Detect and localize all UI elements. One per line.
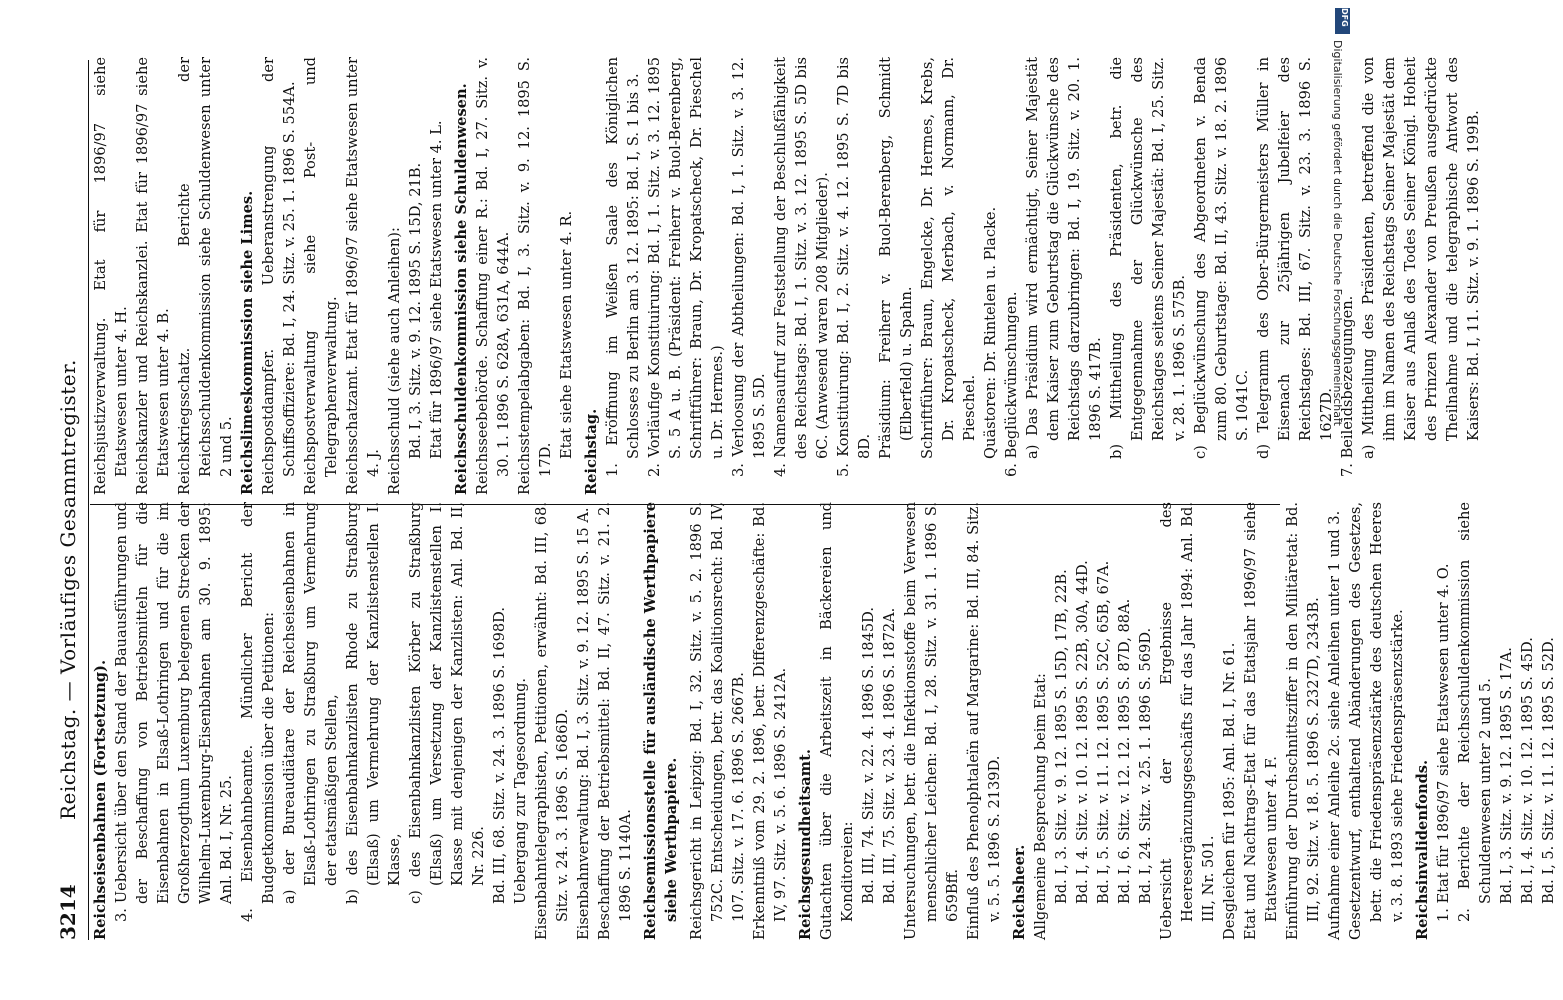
reference: Bd. I, 24. Sitz. v. 25. 1. 1896 S. 569D.: [1137, 627, 1154, 904]
entry-heading: Reichsemissionsstelle für ausländische Werthpapiere siehe Werthpapiere.: [642, 502, 680, 940]
entry-text: Erkenntniß vom 29. 2. 1896, betr. Differenzgeschäfte: Bd. IV, 97. Sitz. v. 5. 6. 1896 S. 2412A.: [751, 502, 789, 940]
list-item: Präsidium: Freiherr v. Buol-Berenberg, Schmidt (Elberfeld) u. Spahn.: [877, 57, 915, 459]
list-item: Uebersicht der Ergebnisse des Heeresergänzungsgeschäfts für das Jahr 1894: Anl. Bd. III, Nr. 501.: [1158, 502, 1217, 940]
list-item: c) Beglückwünschung des Abgeordneten v. Benda zum 80. Geburtstage: Bd. II, 43. Sitz. v. 18. 2. 1896 S. 1041C.: [1192, 57, 1251, 459]
list-item: Gesetzentwurf, enthaltend Abänderungen des Gesetzes, betr. die Friedenspräsenzstärke des deutschen Heeres v. 3. 8. 1893 siehe Friedenspräsenzstärke.: [1347, 502, 1406, 940]
list-item: 7. Beileidsbezeugungen.: [1339, 295, 1356, 477]
list-item: Etat und Nachtrags-Etat für das Etatsjahr 1896/97 siehe Etatswesen unter 4. F.: [1242, 502, 1280, 940]
entry-reichskriegsschatz: Reichskriegsschatz. Berichte der Reichsschuldenkommission siehe Schuldenwesen unter 2 und 5.: [176, 57, 235, 495]
reference: Bd. I, 4. Sitz. v. 10. 12. 1895 S. 22B, 30A, 44D.: [1074, 560, 1091, 904]
page-number: 3214: [56, 884, 80, 940]
entry-reichslimeskommission: Reichslimeskommission siehe Limes.: [239, 190, 256, 495]
list-item: 4. Namensaufruf zur Feststellung der Beschlußfähigkeit des Reichstags: Bd. I, 1. Sitz. v. 3. 12. 1895 S. 5D bis 6C. (Anwesend waren 208 Mitglieder).: [772, 57, 831, 477]
entry-reichsjustizverwaltung: Reichsjustizverwaltung. Etat für 1896/97 siehe Etatswesen unter 4. H.: [92, 57, 130, 495]
list-item: Untersuchungen, betr. die Infektionsstoffe beim Verwesen menschlicher Leichen: Bd. I, 28. Sitz. v. 31. 1. 1896 S. 659Bff.: [902, 502, 961, 940]
entry-text: Reichsschuld (siehe auch Anleihen):: [386, 227, 403, 495]
reference: Bd. I, 3. Sitz. v. 9. 12. 1895 S. 15D, 21B.: [407, 162, 424, 459]
entry-reichskanzler: Reichskanzler und Reichskanzlei. Etat für 1896/97 siehe Etatswesen unter 4. B.: [134, 57, 172, 495]
entry-heading: Reichsinvalidenfonds.: [1414, 759, 1431, 940]
list-item: Allgemeine Besprechung beim Etat:: [1032, 673, 1049, 940]
entry-heading: Reichseisenbahnen (Fortsetzung).: [92, 659, 109, 940]
list-item: Beschaffung der Betriebsmittel: Bd. II, 47. Sitz. v. 21. 2. 1896 S. 1140A.: [596, 502, 634, 940]
list-item: c) des Eisenbahnkanzlisten Körber zu Straßburg (Elsaß) um Versetzung der Kanzlistenstellen I. Klasse mit denjenigen der Kanzlisten: Anl. Bd. II, Nr. 226.: [407, 502, 487, 904]
entry-reichsschuld: [384, 57, 447, 495]
entry-reichspostverwaltung: Reichspostverwaltung siehe Post- und Telegraphenverwaltung.: [302, 57, 340, 495]
list-item: d) Telegramm des Ober-Bürgermeisters Müller in Eisenach zur 25jährigen Jubelfeier des Reichstages: Bd. III, 67. Sitz. v. 23. 3. 1896 S. 1627D.: [1255, 57, 1335, 459]
dfg-logo-text: DFG: [1340, 8, 1349, 27]
right-column: [90, 57, 1488, 495]
list-item: 1. Etat für 1896/97 siehe Etatswesen unter 4. O.: [1435, 563, 1452, 922]
list-item: a) der Bureaudiätare der Reichseisenbahnen in Elsaß-Lothringen zu Straßburg um Vermehrung der etatsmäßigen Stellen,: [281, 502, 340, 904]
entry-reichsemissionsstelle: [640, 502, 682, 940]
list-item: 2. Vorläufige Konstituirung: Bd. I, 1. Sitz. v. 3. 12. 1895 S. 5 A u. B. (Präsident: Freiherr v. Buol-Berenberg, Schriftführer: Braun, Dr. Kropatscheck, Dr. Pieschel u. Dr. Hermes.): [646, 57, 726, 477]
entry-text: Reichsstempelabgaben: Bd. I, 3. Sitz. v. 9. 12. 1895 S. 17D.: [516, 57, 554, 495]
reference: Bd. I, 5. Sitz. v. 11. 12. 1895 S. 52D.: [1540, 637, 1557, 904]
list-item: Einführung der Durchschnittsziffer in den Militäretat: Bd. III, 92. Sitz. v. 18. 5. 1896 S. 2327D, 2343B.: [1284, 502, 1322, 940]
list-item: 4. Eisenbahnbeamte. Mündlicher Bericht der Budgetkommission über die Petitionen:: [239, 502, 277, 922]
list-item: Aufnahme einer Anleihe 2c. siehe Anleihen unter 1 und 3.: [1326, 510, 1343, 940]
dfg-logo: [1335, 8, 1350, 34]
list-item: Einfluß des Phenolphtaleïn auf Margarine: Bd. III, 84. Sitz. v. 5. 5. 1896 S. 2139D.: [965, 502, 1003, 940]
reference: Bd. I, 3. Sitz. v. 9. 12. 1895 S. 17A.: [1498, 647, 1515, 904]
entry-reichsgericht: [686, 502, 791, 940]
entry-reichseisenbahnen: [90, 502, 636, 940]
list-item: Desgleichen für 1895: Anl. Bd. I, Nr. 61.: [1221, 642, 1238, 940]
entry-heading: Reichsgesundheitsamt.: [797, 749, 814, 940]
reference: Bd. III, 68. Sitz. v. 24. 3. 1896 S. 1698D.: [491, 607, 508, 904]
entry-heading: Reichsheer.: [1011, 844, 1028, 940]
list-item: 3. Uebersicht über den Stand der Bauausführungen und der Beschaffung von Betriebsmitteln für die Eisenbahnen in Elsaß-Lothringen und für die im Großherzogthum Luxemburg belegenen Strecken der Wilhelm-Luxemburg-Eisenbahnen am 30. 9. 1895: Anl. Bd. I, Nr. 25.: [113, 502, 235, 922]
list-item: Quästoren: Dr. Rintelen u. Placke.: [982, 206, 999, 459]
entry-reichspostdampfer: Reichspostdampfer. Ueberanstrengung der Schiffsoffiziere: Bd. I, 24. Sitz. v. 25. 1. 1896 S. 554A.: [260, 57, 298, 495]
list-item: 3. Verloosung der Abtheilungen: Bd. I, 1. Sitz. v. 3. 12. 1895 S. 5D.: [730, 57, 768, 477]
reference: Bd. III, 74. Sitz. v. 22. 4. 1896 S. 1845D.: [860, 607, 877, 904]
list-item: a) Mittheilung des Präsidenten, betreffend die von ihm im Namen des Reichstags Seiner Majestät dem Kaiser aus Anlaß des Todes Seiner Königl. Hoheit des Prinzen Alexander von Preußen ausgedrückte Theilnahme und die telegraphische Antwort des Kaisers: Bd. I, 11. Sitz. v. 9. 1. 1896 S. 199B.: [1360, 57, 1482, 459]
entry-reichsschuldenkommission: Reichsschuldenkommission siehe Schuldenwesen.: [453, 83, 470, 495]
entry-heading: Reichstag.: [583, 408, 600, 495]
list-item: Schriftführer: Braun, Engelcke, Dr. Hermes, Krebs, Dr. Kropatscheck, Merbach, v. Normann, Dr. Pieschel.: [919, 57, 978, 459]
entry-reichstag: [581, 57, 1484, 495]
entry-reichsgesundheitsamt: [795, 502, 1005, 940]
entry-reichsstempelabgaben: [514, 57, 577, 495]
list-item: b) des Eisenbahnkanzlisten Rhode zu Straßburg (Elsaß) um Vermehrung der Kanzlistenstellen I. Klasse,: [344, 502, 403, 904]
page-header: [48, 60, 89, 940]
list-item: Eisenbahnverwaltung: Bd. I, 3. Sitz. v. 9. 12. 1895 S. 15 A.: [575, 507, 592, 940]
running-title: Reichstag. — Vorläufiges Gesammtregister.: [56, 359, 80, 820]
reference: Etat siehe Etatswesen unter 4. R.: [558, 210, 575, 459]
column-divider: [90, 504, 1280, 505]
reference: Bd. I, 6. Sitz. v. 12. 12. 1895 S. 87D, 88A.: [1116, 598, 1133, 904]
reference: Bd. III, 75. Sitz. v. 23. 4. 1896 S. 1872A.: [881, 607, 898, 904]
list-item: 5. Konstituirung: Bd. I, 2. Sitz. v. 4. 12. 1895 S. 7D bis 8D.: [835, 57, 873, 477]
list-item: Gutachten über die Arbeitszeit in Bäckereien und Konditoreien:: [818, 502, 856, 940]
reference: Bd. I, 5. Sitz. v. 11. 12. 1895 S. 52C, 65B, 67A.: [1095, 560, 1112, 904]
reference: Bd. I, 3. Sitz. v. 9. 12. 1895 S. 15D, 17B, 22B.: [1053, 569, 1070, 904]
reference: Bd. I, 4. Sitz. v. 10. 12. 1895 S. 45D.: [1519, 637, 1536, 904]
list-item: 1. Eröffnung im Weißen Saale des Königlichen Schlosses zu Berlin am 3. 12. 1895: Bd. I, S. 1 bis 3.: [604, 57, 642, 477]
list-item: Eisenbahntelegraphisten, Petitionen, erwähnt: Bd. III, 68. Sitz. v. 24. 3. 1896 S. 1686D.: [533, 502, 571, 940]
entry-reichsheer: [1009, 502, 1408, 940]
reference: Etat für 1896/97 siehe Etatswesen unter 4. L.: [428, 120, 445, 459]
entry-reichsinvalidenfonds: [1412, 502, 1559, 940]
list-item: b) Mittheilung des Präsidenten, betr. die Entgegennahme der Glückwünsche des Reichstages seitens Seiner Majestät: Bd. I, 25. Sitz. v. 28. 1. 1896 S. 575B.: [1108, 57, 1188, 459]
reference: Uebergang zur Tagesordnung.: [512, 677, 529, 904]
list-item: 2. Berichte der Reichsschuldenkommission siehe Schuldenwesen unter 2 und 5.: [1456, 502, 1494, 922]
list-item: a) Das Präsidium wird ermächtigt, Seiner Majestät dem Kaiser zum Geburtstag die Glückwünsche des Reichstags darzubringen: Bd. I, 19. Sitz. v. 20. 1. 1896 S. 417B.: [1024, 57, 1104, 459]
entry-reichsseebehoerde: Reichsseebehörde. Schaffung einer R.: Bd. I, 27. Sitz. v. 30. 1. 1896 S. 628A, 631A, 644A.: [474, 57, 512, 495]
left-column: [90, 502, 1563, 940]
entry-reichsschatzamt: Reichsschatzamt. Etat für 1896/97 siehe Etatswesen unter 4. J.: [344, 57, 382, 495]
entry-text: Reichsgericht in Leipzig: Bd. I, 32. Sitz. v. 5. 2. 1896 S. 752C. Entscheidungen, betr. das Koalitionsrecht: Bd. IV, 107. Sitz. v. 17. 6. 1896 S. 2667B.: [688, 502, 747, 940]
credit-text: Digitalisierung gefördert durch die Deutsche Forschungsgemeinschaft: [1331, 40, 1344, 426]
list-item: 6. Beglückwünschungen.: [1003, 291, 1020, 477]
digitization-credit: [1330, 40, 1346, 460]
